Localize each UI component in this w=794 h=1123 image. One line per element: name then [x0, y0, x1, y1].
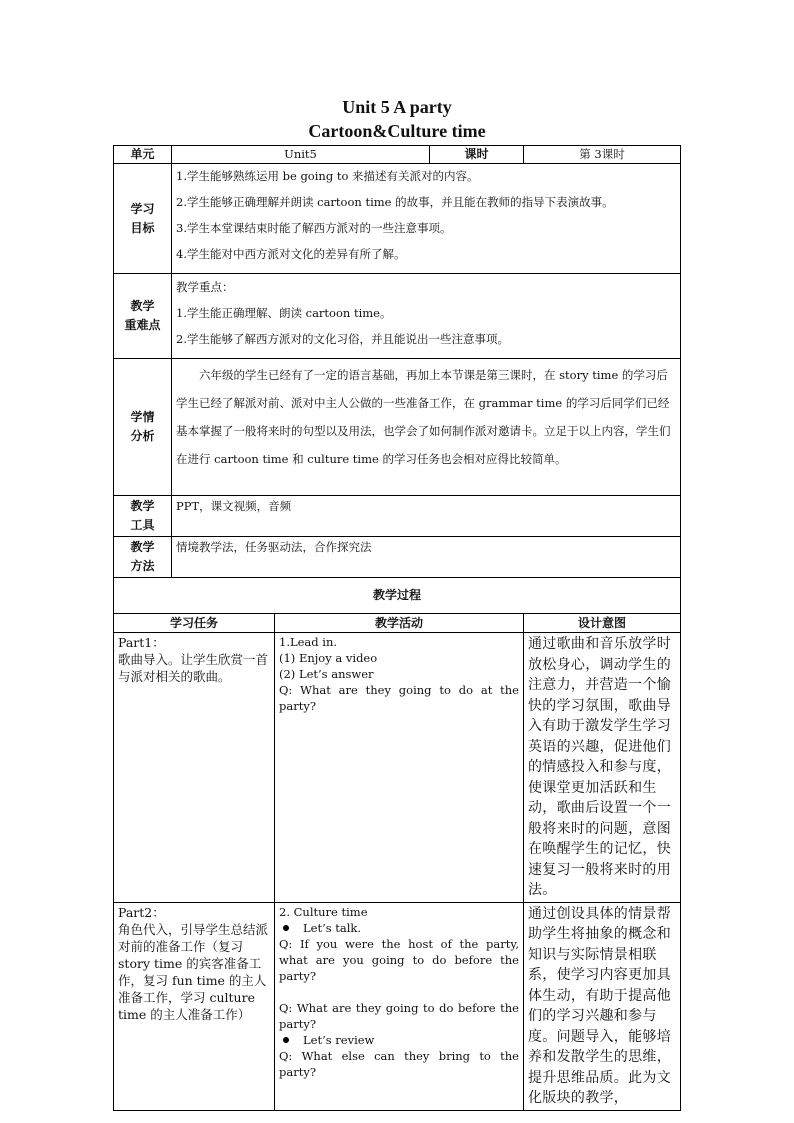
tools-row [114, 496, 681, 537]
process-title: 教学过程 [114, 578, 681, 614]
unit-label: 单元 [114, 146, 172, 164]
objective-item: 2.学生能够正确理解并朗读 cartoon time 的故事，并且能在教师的指导下表演故事。 [176, 195, 614, 209]
key-points-row [114, 274, 681, 359]
objectives-cell [172, 164, 681, 274]
period-value: 第 3课时 [524, 146, 681, 164]
key-points-heading: 教学重点： [176, 280, 234, 294]
activity-line: Q: What are they going to do before the party? [279, 1000, 519, 1031]
process-title-row [114, 578, 681, 614]
bullet-icon [283, 925, 289, 931]
task-title: Part1： [118, 635, 165, 650]
task-cell [114, 902, 275, 1110]
activity-line: Q: What else can they bring to the party? [279, 1048, 519, 1079]
column-header-design: 设计意图 [524, 614, 681, 633]
activity-line: (1) Enjoy a video [279, 651, 378, 665]
objective-item: 3.学生本堂课结束时能了解西方派对的一些注意事项。 [176, 221, 452, 235]
unit-row [114, 146, 681, 164]
document-subtitle: Cartoon&Culture time [308, 121, 486, 141]
task-cell [114, 633, 275, 903]
activity-line: Q: What are they going to do at the party? [279, 683, 519, 713]
activity-line: Q: If you were the host of the party, what are you going to do before the party? [279, 936, 519, 983]
activity-line-bullet [279, 920, 519, 936]
objectives-label: 学习 目标 [114, 164, 172, 274]
unit-value: Unit5 [172, 146, 430, 164]
task-text: 歌曲导入。让学生欣赏一首与派对相关的歌曲。 [118, 652, 269, 684]
task-title: Part2： [118, 904, 165, 920]
analysis-row [114, 359, 681, 496]
process-part-row [114, 902, 681, 1110]
analysis-label: 学情 分析 [114, 359, 172, 496]
design-cell: 通过创设具体的情景帮助学生将抽象的概念和知识与实际情景相联系，使学习内容更加具体生动，有助于提高他们的学习兴趣和参与度。问题导入，能够培养和发散学生的思维，提升思维品质。此为文化版块的教学， [524, 902, 681, 1110]
methods-text: 情境教学法，任务驱动法，合作探究法 [172, 537, 681, 578]
lesson-plan-table [113, 145, 681, 1111]
process-part-row [114, 633, 681, 903]
activity-cell [275, 902, 524, 1110]
activity-line: Let’s review [303, 1032, 375, 1047]
methods-label: 教学 方法 [114, 537, 172, 578]
objectives-row [114, 164, 681, 274]
key-points-cell [172, 274, 681, 359]
objective-item: 4.学生能对中西方派对文化的差异有所了解。 [176, 247, 406, 261]
activity-line: Let’s talk. [303, 920, 362, 935]
document-title: Unit 5 A party [342, 97, 452, 117]
activity-line-bullet [279, 1032, 519, 1048]
key-point-item: 2.学生能够了解西方派对的文化习俗，并且能说出一些注意事项。 [176, 332, 509, 346]
methods-row [114, 537, 681, 578]
design-cell: 通过歌曲和音乐放学时放松身心，调动学生的注意力，并营造一个愉快的学习氛围，歌曲导入有助于激发学生学习英语的兴趣，促进他们的情感投入和参与度，使课堂更加活跃和生动，歌曲后设置一个一般将来时的问题，意图在唤醒学生的记忆，快速复习一般将来时的用法。 [524, 633, 681, 903]
column-header-activity: 教学活动 [275, 614, 524, 633]
spacer [279, 984, 519, 1000]
period-label: 课时 [430, 146, 524, 164]
activity-line: 2. Culture time [279, 904, 368, 919]
objective-item: 1.学生能够熟练运用 be going to 来描述有关派对的内容。 [176, 169, 479, 183]
tools-text: PPT，课文视频，音频 [172, 496, 681, 537]
analysis-text: 六年级的学生已经有了一定的语言基础，再加上本节课是第三课时，在 story time 的学习后学生已经了解派对前、派对中主人公做的一些准备工作，在 grammar time 的学习后同学们已经基本掌握了一般将来时的句型以及用法，也学会了如何制作派对邀请卡。立足于以上内容，学生们在进行 cartoon time 和 culture time 的学习任务也会相对应得比较简单。 [172, 359, 681, 496]
key-point-item: 1.学生能正确理解、朗读 cartoon time。 [176, 306, 392, 320]
bullet-icon [283, 1037, 289, 1043]
activity-cell [275, 633, 524, 903]
tools-label: 教学 工具 [114, 496, 172, 537]
activity-line: (2) Let’s answer [279, 667, 374, 681]
task-text: 角色代入，引导学生总结派对前的准备工作（复习 story time 的宾客准备工作，复习 fun time 的主人准备工作，学习 culture time 的主人准备工作） [118, 921, 269, 1022]
process-header-row [114, 614, 681, 633]
column-header-task: 学习任务 [114, 614, 275, 633]
key-points-label: 教学 重难点 [114, 274, 172, 359]
activity-line: 1.Lead in. [279, 635, 338, 649]
